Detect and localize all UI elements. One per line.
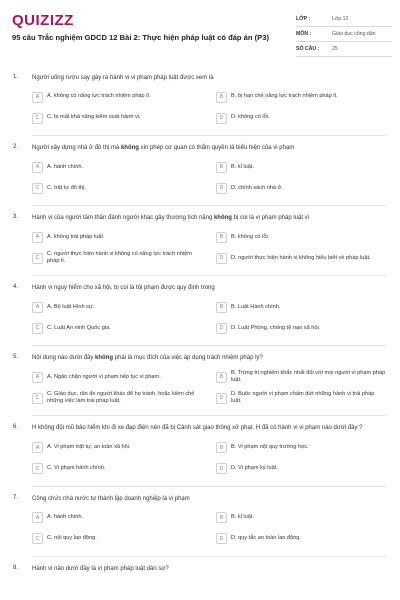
question-1 bbox=[0, 74, 400, 136]
option-text: B. không có lỗi. bbox=[231, 233, 270, 240]
option-letter-box: D bbox=[216, 463, 227, 474]
meta-row-subject bbox=[296, 27, 392, 42]
option-d[interactable] bbox=[216, 390, 386, 406]
options bbox=[32, 89, 386, 126]
options bbox=[32, 159, 386, 196]
option-a[interactable] bbox=[32, 440, 202, 456]
option-text: A. hành chính. bbox=[47, 163, 84, 170]
options bbox=[32, 299, 386, 336]
option-a[interactable] bbox=[32, 510, 202, 526]
options bbox=[32, 440, 386, 477]
question-2 bbox=[0, 144, 400, 206]
question-text: Hành vi của người tâm thần đánh người khác gây thương tích nặng không bị coi là vi phạm pháp luật vì bbox=[32, 215, 310, 222]
question-3 bbox=[0, 214, 400, 276]
option-text: D. chính sách nhà ở. bbox=[231, 184, 283, 191]
question-number: 8. bbox=[13, 564, 19, 571]
question-number: 3. bbox=[13, 214, 19, 221]
option-letter-box: C bbox=[32, 113, 43, 124]
option-letter-box: A bbox=[32, 442, 43, 453]
option-letter-box: A bbox=[32, 302, 43, 313]
option-text: D. Buộc người vi phạm chấm dứt những hành vi trái pháp luật. bbox=[231, 391, 375, 405]
option-text: C. trật tự đô thị. bbox=[47, 184, 86, 191]
question-text: Công chức nhà nước tự thành lập doanh nghiệp là vi phạm bbox=[32, 495, 190, 502]
question-6 bbox=[0, 424, 400, 486]
divider bbox=[32, 556, 386, 557]
option-text: C. Luật An ninh Quốc gia. bbox=[47, 324, 111, 331]
meta-row-grade bbox=[296, 12, 392, 27]
option-letter-box: D bbox=[216, 183, 227, 194]
question-number: 6. bbox=[13, 424, 19, 431]
option-b[interactable] bbox=[216, 299, 386, 315]
option-letter-box: A bbox=[32, 512, 43, 523]
option-text: A. không có năng lực trách nhiệm pháp lí. bbox=[47, 93, 151, 100]
option-c[interactable] bbox=[32, 250, 202, 266]
option-c[interactable] bbox=[32, 320, 202, 336]
option-a[interactable] bbox=[32, 299, 202, 315]
option-text: C. Giáo dục, răn đe người khác để họ tránh, hoặc kiềm chế những việc làm trái pháp luật. bbox=[47, 391, 195, 405]
option-text: D. không có lỗi. bbox=[231, 114, 270, 121]
option-letter-box: D bbox=[216, 323, 227, 334]
option-text: D. quy tắc an toàn lao động. bbox=[231, 535, 301, 542]
option-text: A. hành chính. bbox=[47, 514, 84, 521]
option-text: C. nội quy lao động. bbox=[47, 535, 97, 542]
question-8 bbox=[0, 565, 400, 573]
option-letter-box: A bbox=[32, 162, 43, 173]
option-letter-box: C bbox=[32, 253, 43, 264]
option-a[interactable] bbox=[32, 369, 202, 385]
option-letter-box: C bbox=[32, 393, 43, 404]
question-number: 7. bbox=[13, 494, 19, 501]
option-d[interactable] bbox=[216, 250, 386, 266]
option-text: D. người thực hiện hành vi không hiểu biết về pháp luật. bbox=[231, 254, 371, 261]
option-text: B. Luật Hành chính. bbox=[231, 303, 281, 310]
option-d[interactable] bbox=[216, 531, 386, 547]
option-text: A. Vi phạm trật tự, an toàn xã hội. bbox=[47, 443, 131, 450]
options bbox=[32, 369, 386, 406]
meta-value: Lớp 12 bbox=[332, 16, 349, 22]
option-c[interactable] bbox=[32, 390, 202, 406]
option-a[interactable] bbox=[32, 89, 202, 105]
option-b[interactable] bbox=[216, 229, 386, 245]
option-c[interactable] bbox=[32, 110, 202, 126]
meta-value: 25 bbox=[332, 46, 338, 52]
option-letter-box: D bbox=[216, 533, 227, 544]
question-number: 2. bbox=[13, 144, 19, 151]
option-text: C. người thực hiện hành vi không có năng lực trách nhiệm pháp lí. bbox=[47, 251, 192, 265]
option-text: D. Luật Phòng, chống tệ nạn xã hội. bbox=[231, 324, 321, 331]
meta-key: SỐ CÂU : bbox=[296, 46, 320, 52]
option-letter-box: B bbox=[216, 162, 227, 173]
option-b[interactable] bbox=[216, 369, 386, 385]
option-c[interactable] bbox=[32, 461, 202, 477]
options bbox=[32, 510, 386, 547]
meta-value: Giáo dục công dân bbox=[332, 31, 376, 37]
option-text: A. Bộ luật Hình sự. bbox=[47, 303, 95, 310]
option-d[interactable] bbox=[216, 180, 386, 196]
meta-key: MÔN : bbox=[296, 31, 312, 37]
question-text: Hành vi nguy hiểm cho xã hội, bị coi là tội phạm được quy định trong bbox=[32, 285, 215, 292]
option-d[interactable] bbox=[216, 320, 386, 336]
meta-row-count bbox=[296, 42, 392, 57]
option-c[interactable] bbox=[32, 531, 202, 547]
divider bbox=[32, 345, 386, 346]
question-number: 5. bbox=[13, 354, 19, 361]
divider bbox=[32, 415, 386, 416]
option-a[interactable] bbox=[32, 159, 202, 175]
question-5 bbox=[0, 354, 400, 416]
option-letter-box: B bbox=[216, 512, 227, 523]
option-letter-box: C bbox=[32, 183, 43, 194]
question-text: Hành vi nào dưới đây là vi phạm pháp luật dân sự? bbox=[32, 565, 169, 572]
option-text: A. không trái pháp luật. bbox=[47, 233, 105, 240]
option-a[interactable] bbox=[32, 229, 202, 245]
option-letter-box: B bbox=[216, 442, 227, 453]
question-number: 4. bbox=[13, 284, 19, 291]
question-text: Người xây dựng nhà ở đô thị mà không xin phép cơ quan có thẩm quyền là biểu hiện của vi phạm bbox=[32, 145, 295, 152]
divider bbox=[32, 205, 386, 206]
option-text: B. Vi phạm nội quy trường học. bbox=[231, 443, 309, 450]
options bbox=[32, 229, 386, 266]
quizizz-logo[interactable]: QUIZIZZ bbox=[12, 12, 74, 29]
option-b[interactable] bbox=[216, 159, 386, 175]
option-letter-box: B bbox=[216, 92, 227, 103]
option-b[interactable] bbox=[216, 440, 386, 456]
option-letter-box: A bbox=[32, 232, 43, 243]
question-number: 1. bbox=[13, 74, 19, 80]
option-letter-box: D bbox=[216, 113, 227, 124]
option-text: B. kỉ luật. bbox=[231, 514, 255, 521]
page-title: 95 câu Trắc nghiệm GDCD 12 Bài 2: Thực hiện pháp luật có đáp án (P3) bbox=[12, 33, 269, 42]
option-letter-box: A bbox=[32, 92, 43, 103]
question-text: Nội dung nào dưới đây không phải là mục đích của việc áp dụng trách nhiệm pháp lý? bbox=[32, 355, 263, 362]
option-text: B. bị hạn chế năng lực trách nhiệm pháp lí. bbox=[231, 93, 338, 100]
option-letter-box: D bbox=[216, 393, 227, 404]
question-4 bbox=[0, 284, 400, 346]
option-text: B. kỉ luật. bbox=[231, 163, 255, 170]
meta-table bbox=[296, 12, 392, 57]
question-text: Người uống rượu say gây ra hành vi vi phạm pháp luật được xem là bbox=[32, 75, 214, 81]
meta-key: LỚP : bbox=[296, 16, 311, 22]
option-b[interactable] bbox=[216, 89, 386, 105]
worksheet-header bbox=[0, 0, 400, 68]
option-d[interactable] bbox=[216, 461, 386, 477]
option-letter-box: B bbox=[216, 232, 227, 243]
option-letter-box: C bbox=[32, 533, 43, 544]
option-text: A. Ngăn chặn người vi phạm tiếp tục vi phạm. bbox=[47, 373, 161, 380]
option-b[interactable] bbox=[216, 510, 386, 526]
option-c[interactable] bbox=[32, 180, 202, 196]
option-letter-box: A bbox=[32, 372, 43, 383]
option-letter-box: D bbox=[216, 253, 227, 264]
divider bbox=[32, 486, 386, 487]
option-letter-box: C bbox=[32, 463, 43, 474]
option-d[interactable] bbox=[216, 110, 386, 126]
option-letter-box: C bbox=[32, 323, 43, 334]
question-list bbox=[0, 74, 400, 580]
divider bbox=[32, 275, 386, 276]
question-text: H không đội mũ bảo hiểm khi đi xe đạp điện nên đã bị Cảnh sát giao thông xử phạt. H đã có hành vi vi phạm nào dưới đây ? bbox=[32, 425, 363, 432]
option-letter-box: B bbox=[216, 302, 227, 313]
option-letter-box: B bbox=[216, 372, 227, 383]
option-text: B. Trừng trị nghiêm khắc nhất đối với mọi người vi phạm pháp luật. bbox=[231, 370, 386, 384]
divider bbox=[32, 135, 386, 136]
option-text: C. Vi phạm hành chính. bbox=[47, 464, 106, 471]
option-text: C. bị mất khả năng kiểm soát hành vi. bbox=[47, 114, 141, 121]
option-text: D. Vi phạm kỷ luật. bbox=[231, 464, 278, 471]
question-7 bbox=[0, 495, 400, 557]
